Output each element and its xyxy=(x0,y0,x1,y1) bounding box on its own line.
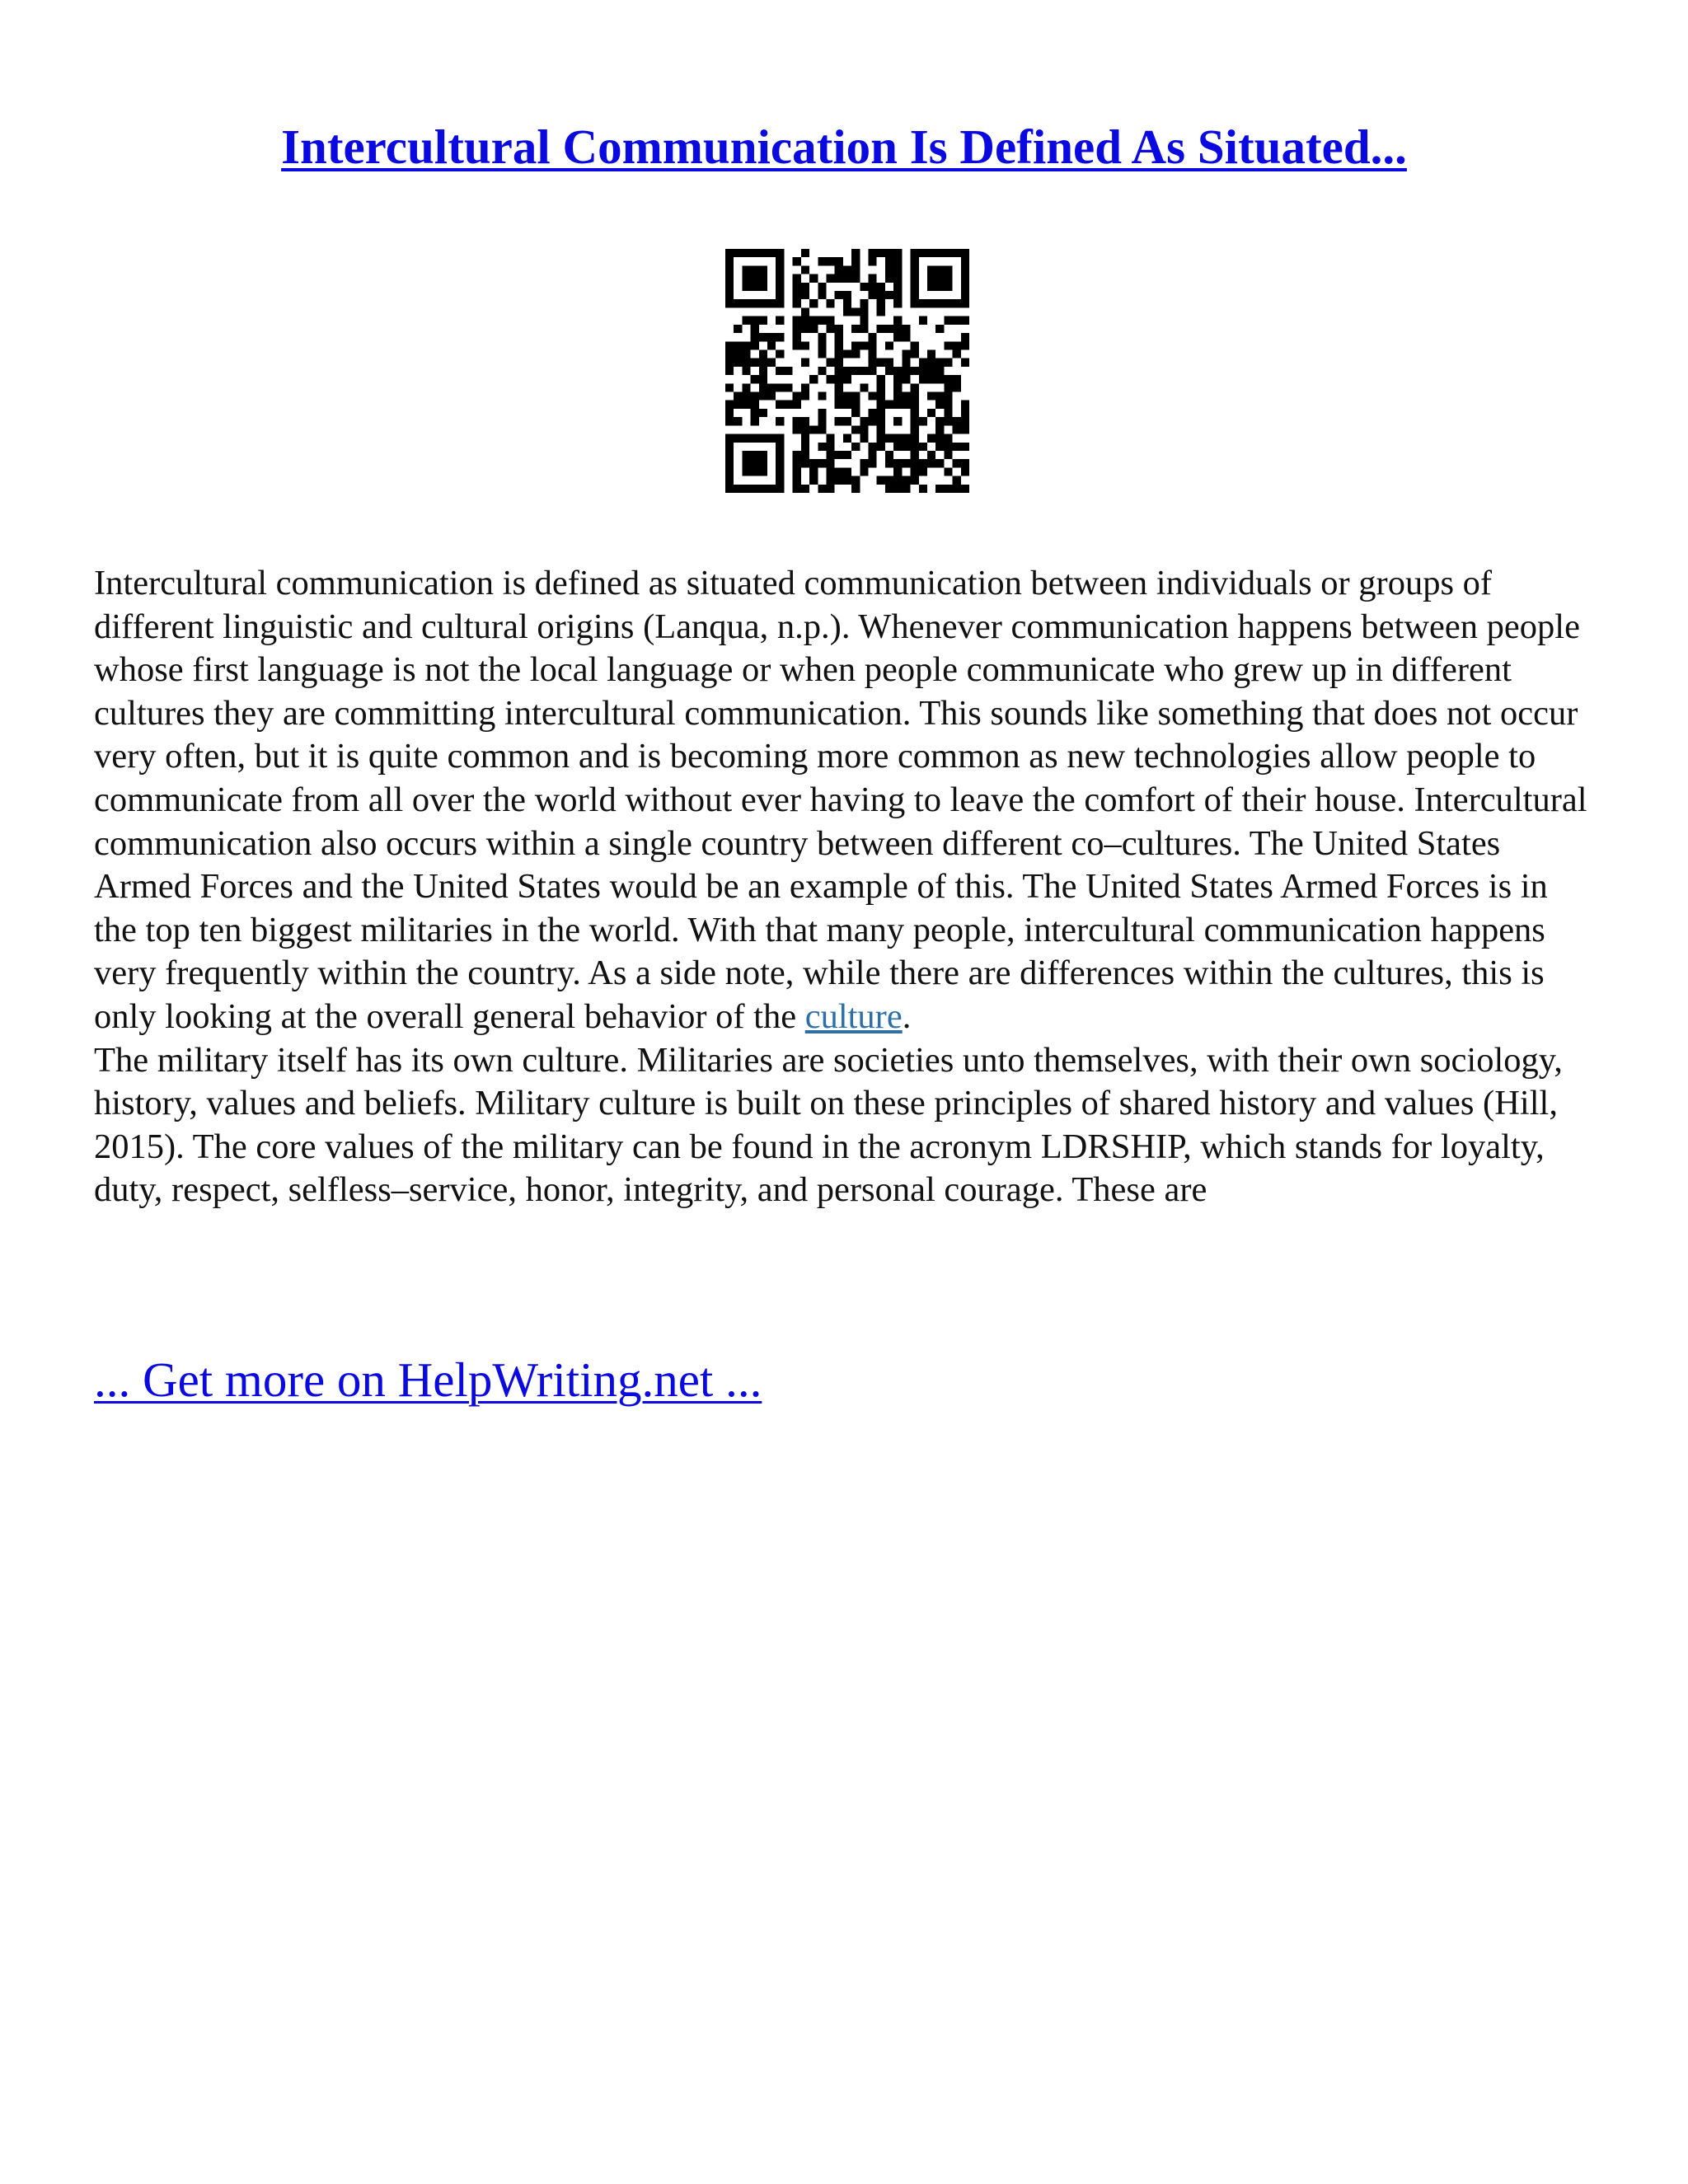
culture-link[interactable]: culture xyxy=(804,996,903,1036)
get-more-line xyxy=(94,1347,762,1413)
paragraph-1-end: . xyxy=(902,996,912,1036)
get-more-link[interactable]: ... Get more on HelpWriting.net ... xyxy=(94,1352,762,1407)
qr-code-icon xyxy=(725,249,969,493)
page-title xyxy=(0,114,1688,180)
title-link[interactable]: Intercultural Communication Is Defined As Situated... xyxy=(281,120,1407,174)
paragraph-1-text: Intercultural communication is defined as situated communication between individuals or groups of different linguistic and cultural origins (Lanqua, n.p.). Whenever communication happens between people whose first language is not the local language or when people communicate who grew up in different cultures they are committing intercultural communication. This sounds like something that does not occur very often, but it is quite common and is becoming more common as new technologies allow people to communicate from all over the world without ever having to leave the comfort of their house. Intercultural communication also occurs within a single country between different co–cultures. The United States Armed Forces and the United States would be an example of this. The United States Armed Forces is in the top ten biggest militaries in the world. With that many people, intercultural communication happens very frequently within the country. As a side note, while there are differences within the cultures, this is only looking at the overall general behavior of the xyxy=(94,564,1587,1036)
paragraph-2: The military itself has its own culture. Militaries are societies unto themselves, with their own sociology, history, values and beliefs. Military culture is built on these principles of shared history and values (Hill, 2015). The core values of the military can be found in the acronym LDRSHIP, which stands for loyalty, duty, respect, selfless–service, honor, integrity, and personal courage. These are xyxy=(94,1040,1563,1210)
paragraph-1 xyxy=(94,562,1594,1039)
article-body xyxy=(94,562,1594,1212)
